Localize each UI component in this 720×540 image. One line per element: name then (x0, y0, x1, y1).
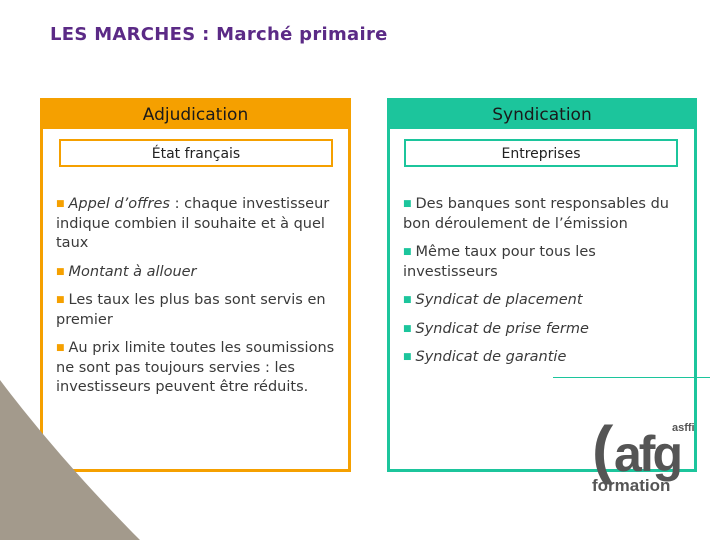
syndication-header: Syndication (390, 101, 694, 129)
list-item (403, 291, 690, 311)
square-bullet-icon: ■ (56, 295, 65, 305)
item-text: Même taux pour tous les investisseurs (403, 244, 596, 280)
decorative-divider (553, 377, 710, 378)
item-emphasis: Appel d’offres (68, 196, 170, 212)
svg-text:afg: afg (614, 426, 680, 482)
square-bullet-icon: ■ (56, 343, 65, 353)
svg-text:formation: formation (592, 476, 671, 495)
list-item (403, 243, 690, 282)
square-bullet-icon: ■ (403, 323, 412, 334)
item-text: : chaque investisseur indique combien il souhaite et à quel taux (56, 196, 330, 251)
list-item (403, 320, 690, 340)
syndication-list (403, 195, 690, 377)
square-bullet-icon: ■ (403, 295, 412, 305)
swoosh-decoration (0, 380, 150, 540)
square-bullet-icon: ■ (403, 352, 412, 362)
item-text: Les taux les plus bas sont servis en premier (56, 292, 326, 328)
afg-logo (590, 415, 702, 500)
square-bullet-icon: ■ (403, 247, 412, 257)
square-bullet-icon: ■ (403, 199, 412, 209)
item-emphasis: Syndicat de garantie (415, 349, 567, 365)
page-title: LES MARCHES : Marché primaire (50, 24, 388, 45)
list-item (403, 348, 690, 368)
list-item (403, 195, 690, 234)
list-item (56, 291, 344, 330)
square-bullet-icon: ■ (56, 199, 65, 209)
item-text: Des banques sont responsables du bon déroulement de l’émission (403, 196, 669, 232)
item-emphasis: Syndicat de prise ferme (415, 320, 589, 337)
svg-text:asffi: asffi (672, 422, 695, 434)
adjudication-header: Adjudication (43, 101, 348, 129)
adjudication-list (56, 195, 344, 407)
item-emphasis: Montant à allouer (68, 263, 197, 280)
syndication-subtitle: Entreprises (404, 139, 678, 167)
adjudication-subtitle: État français (59, 139, 333, 167)
square-bullet-icon: ■ (56, 266, 65, 277)
list-item (56, 263, 344, 283)
svg-text:(: ( (592, 415, 614, 485)
item-emphasis: Syndicat de placement (415, 292, 583, 308)
list-item (56, 195, 344, 254)
item-text: Au prix limite toutes les soumissions ne sont pas toujours servies : les investisseurs peuvent être réduits. (56, 340, 335, 395)
